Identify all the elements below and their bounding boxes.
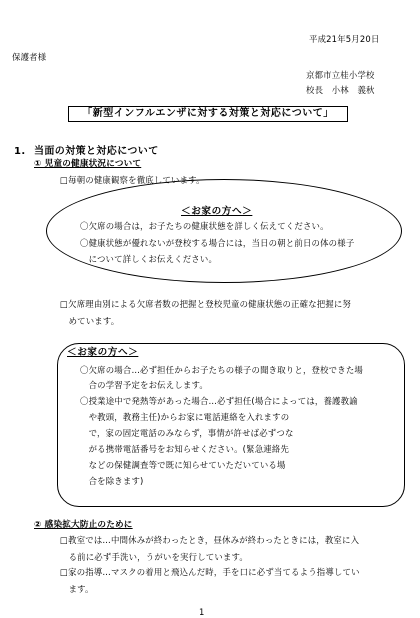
absence-tracking-item: めています。: [60, 316, 120, 326]
subsection-prevention-label: ② 感染拡大防止のために: [34, 520, 133, 530]
home-guidance-item: □家の指導…マスクの着用と飛込んだ時，手を口に必ず当てるよう指導してい: [60, 567, 360, 577]
notice-box-1-line: 〇健康状態が優れないが登校する場合には，当日の朝と前日の体の様子: [80, 238, 355, 248]
document-title: 「新型インフルエンザに対する対策と対応について」: [68, 106, 348, 122]
section-1-number: 1.: [14, 146, 26, 157]
notice-box-2-line: 合の学習予定をお伝えします。: [80, 380, 208, 390]
notice-box-2-line: 〇欠席の場合…必ず担任からお子たちの様子の聞き取りと，登校できた場: [80, 365, 363, 375]
recipient: 保護者様: [12, 52, 47, 62]
subsection-health-label: ① 児童の健康状況について: [34, 159, 142, 169]
principal-name: 校長 小林 義秋: [306, 85, 375, 95]
notice-box-2-line: 〇授業途中で発熱等があった場合…必ず担任(場合によっては，養護教諭: [80, 396, 358, 406]
section-1-heading: 当面の対策と対応について: [34, 146, 159, 157]
page-number: 1: [199, 607, 205, 617]
notice-box-2-line: 合を除きます): [80, 476, 144, 486]
notice-box-2-line: や教頭，教務主任)からお家に電話連絡を入れますの: [80, 412, 290, 422]
document-date: 平成21年5月20日: [309, 34, 380, 44]
classroom-hygiene-item: る前に必ず手洗い，うがいを実行しています。: [60, 552, 248, 562]
notice-box-1-line: 〇欠席の場合は，お子たちの健康状態を詳しく伝えてください。: [80, 221, 329, 231]
notice-box-2-line: がる携帯電話番号をお知らせください。(緊急連絡先: [80, 444, 290, 454]
notice-box-2-line: で，家の固定電話のみならず，事情が許せば必ずつな: [80, 428, 294, 438]
absence-tracking-item: □欠席理由別による欠席者数の把握と登校児童の健康状態の正確な把握に努: [60, 299, 352, 309]
home-guidance-item: ます。: [60, 584, 94, 594]
health-check-item: □毎朝の健康観察を徹底しています。: [60, 175, 205, 185]
notice-box-2-title: ＜お家の方へ＞: [67, 347, 139, 358]
notice-box-1-title: ＜お家の方へ＞: [181, 206, 253, 217]
classroom-hygiene-item: □教室では…中間休みが終わったとき，昼休みが終わったときには，教室に入: [60, 535, 360, 545]
notice-box-1-line: について詳しくお伝えください。: [80, 254, 218, 264]
school-name: 京都市立桂小学校: [306, 70, 375, 80]
notice-box-2-line: などの保健調査等で既に知らせていただいている場: [80, 460, 286, 470]
